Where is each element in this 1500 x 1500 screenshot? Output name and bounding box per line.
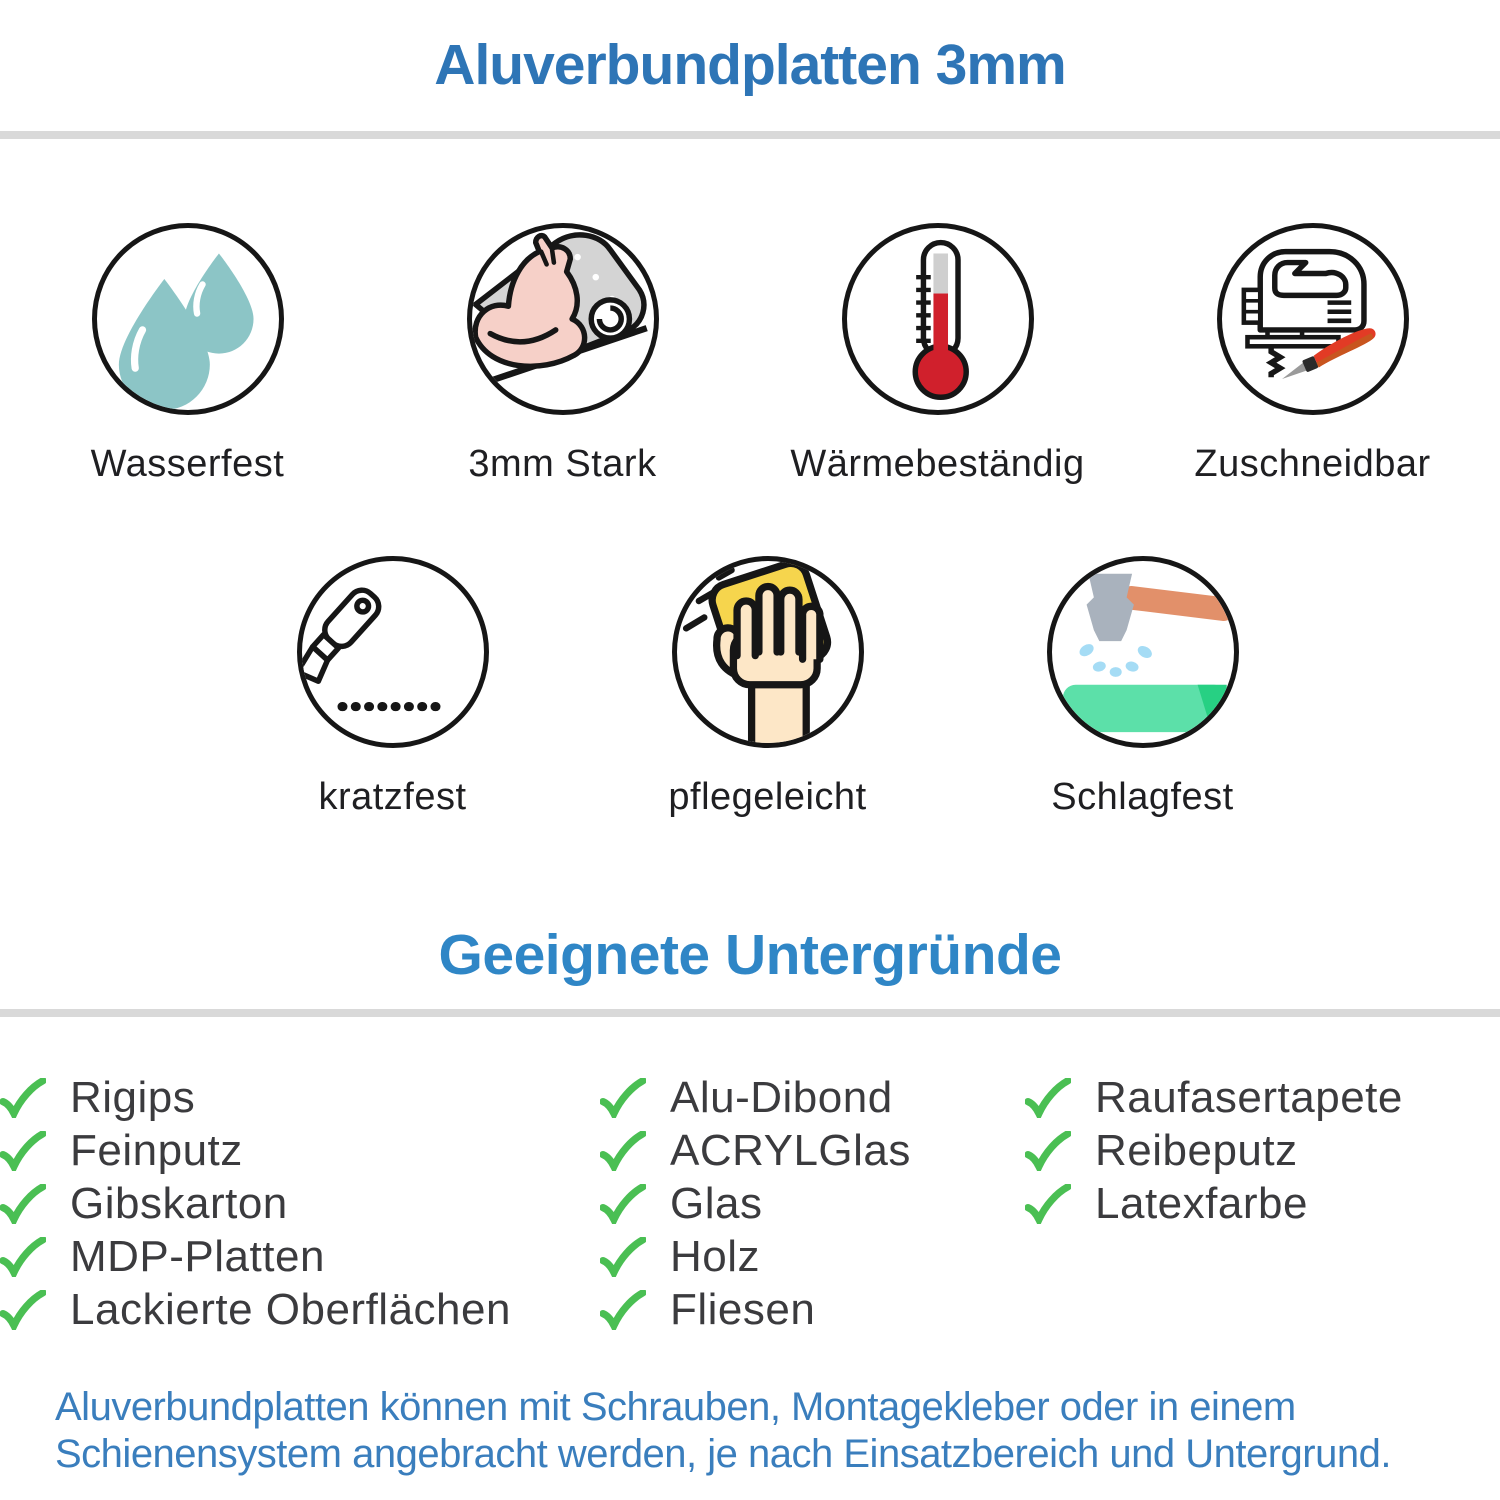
check-icon bbox=[1025, 1131, 1071, 1171]
substrates-list bbox=[0, 1071, 1500, 1336]
divider-middle bbox=[0, 1009, 1500, 1017]
list-item: Glas bbox=[600, 1177, 1025, 1230]
feature-waermebestaendig bbox=[750, 223, 1125, 486]
check-icon bbox=[1025, 1184, 1071, 1224]
check-icon bbox=[600, 1078, 646, 1118]
footer-line-2: Schienensystem angebracht werden, je nach Einsatzbereich und Untergrund. bbox=[55, 1432, 1391, 1476]
features-row-1 bbox=[0, 223, 1500, 486]
list-item: Raufasertapete bbox=[1025, 1071, 1500, 1124]
feature-kratzfest bbox=[205, 556, 580, 819]
section-title: Geeignete Untergründe bbox=[438, 923, 1062, 987]
feature-label: Zuschneidbar bbox=[1194, 443, 1431, 485]
list-item: Latexfarbe bbox=[1025, 1177, 1500, 1230]
list-item: Feinputz bbox=[0, 1124, 600, 1177]
divider-top bbox=[0, 131, 1500, 139]
feature-label: pflegeleicht bbox=[668, 776, 867, 818]
feature-label: Wärmebeständig bbox=[790, 443, 1085, 485]
list-item: Gibskarton bbox=[0, 1177, 600, 1230]
feature-label: Wasserfest bbox=[90, 443, 285, 485]
check-icon bbox=[0, 1078, 46, 1118]
check-icon bbox=[0, 1237, 46, 1277]
page-title: Aluverbundplatten 3mm bbox=[434, 33, 1066, 97]
check-icon bbox=[600, 1131, 646, 1171]
list-item: Reibeputz bbox=[1025, 1124, 1500, 1177]
feature-zuschneidbar bbox=[1125, 223, 1500, 486]
feature-label: 3mm Stark bbox=[468, 443, 657, 485]
thermometer-icon bbox=[842, 223, 1034, 415]
feature-wasserfest bbox=[0, 223, 375, 486]
feature-label: kratzfest bbox=[318, 776, 467, 818]
feature-schlagfest bbox=[955, 556, 1330, 819]
jigsaw-cutter-icon bbox=[1217, 223, 1409, 415]
substrates-column-1 bbox=[0, 1071, 600, 1336]
check-icon bbox=[0, 1290, 46, 1330]
list-item: Fliesen bbox=[600, 1283, 1025, 1336]
list-item: Lackierte Oberflächen bbox=[0, 1283, 600, 1336]
feature-3mm-stark bbox=[375, 223, 750, 486]
check-icon bbox=[600, 1290, 646, 1330]
check-icon bbox=[600, 1184, 646, 1224]
utility-knife-icon bbox=[297, 556, 489, 748]
feature-pflegeleicht bbox=[580, 556, 955, 819]
features-row-2 bbox=[205, 556, 1330, 819]
list-item: Rigips bbox=[0, 1071, 600, 1124]
check-icon bbox=[1025, 1078, 1071, 1118]
list-item: MDP-Platten bbox=[0, 1230, 600, 1283]
flexed-arm-panel-icon bbox=[467, 223, 659, 415]
list-item: Alu-Dibond bbox=[600, 1071, 1025, 1124]
footer-line-1: Aluverbundplatten können mit Schrauben, Montagekleber oder in einem bbox=[55, 1385, 1296, 1429]
feature-label: Schlagfest bbox=[1051, 776, 1234, 818]
check-icon bbox=[600, 1237, 646, 1277]
hammer-impact-icon bbox=[1047, 556, 1239, 748]
water-drops-icon bbox=[92, 223, 284, 415]
substrates-column-2 bbox=[600, 1071, 1025, 1336]
substrates-column-3 bbox=[1025, 1071, 1500, 1336]
footer-note bbox=[55, 1384, 1460, 1478]
list-item: Holz bbox=[600, 1230, 1025, 1283]
list-item: ACRYLGlas bbox=[600, 1124, 1025, 1177]
check-icon bbox=[0, 1184, 46, 1224]
wiping-hand-icon bbox=[672, 556, 864, 748]
check-icon bbox=[0, 1131, 46, 1171]
